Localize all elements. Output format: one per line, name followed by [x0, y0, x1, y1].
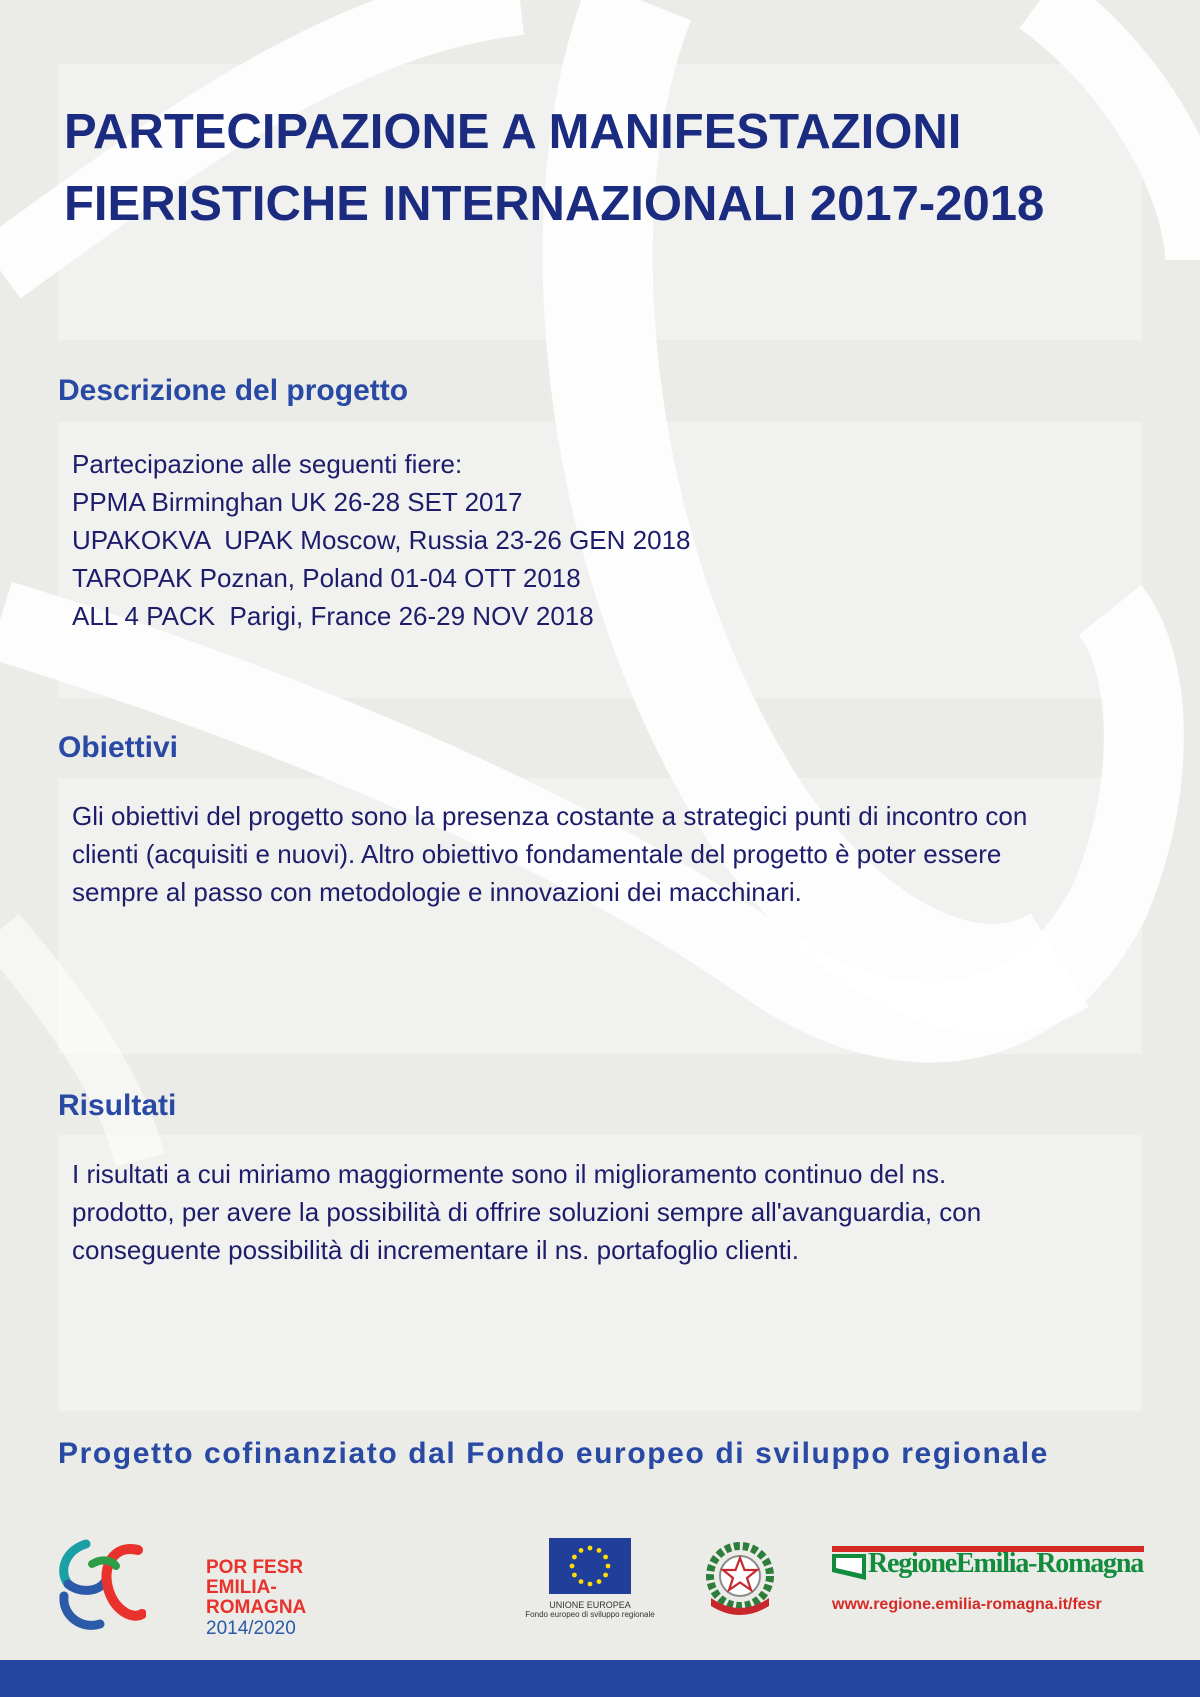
description-line: Partecipazione alle seguenti fiere:	[72, 449, 463, 479]
italian-republic-emblem-icon	[703, 1540, 777, 1620]
fair-item: UPAKOKVA UPAK Moscow, Russia 23-26 GEN 2018	[72, 525, 691, 555]
eu-caption-title: UNIONE EUROPEA	[549, 1600, 631, 1610]
objectives-line: clienti (acquisiti e nuovi). Altro obiettivo fondamentale del progetto è poter essere	[72, 839, 1002, 869]
bottom-bar	[0, 1660, 1200, 1697]
page-title	[64, 96, 1144, 240]
logo-row	[0, 1530, 1200, 1640]
results-heading: Risultati	[58, 1089, 177, 1122]
cofinanced-statement: Progetto cofinanziato dal Fondo europeo di sviluppo regionale	[58, 1437, 1049, 1470]
por-fesr-line3: 2014/2020	[206, 1618, 296, 1639]
regione-name: RegioneEmilia-Romagna	[868, 1548, 1144, 1579]
objectives-line: Gli obiettivi del progetto sono la presenza costante a strategici punti di incontro con	[72, 801, 1028, 831]
por-fesr-text	[206, 1558, 326, 1640]
eu-caption-fund: Fondo europeo di sviluppo regionale	[525, 1610, 655, 1619]
results-body	[72, 1155, 1142, 1269]
results-line: prodotto, per avere la possibilità di offrire soluzioni sempre all'avanguardia, con	[72, 1197, 982, 1227]
objectives-heading: Obiettivi	[58, 731, 179, 764]
eu-logo	[515, 1538, 665, 1619]
page-title-line1: PARTECIPAZIONE A MANIFESTAZIONI	[64, 105, 962, 159]
results-line: I risultati a cui miriamo maggiormente sono il miglioramento continuo del ns.	[72, 1159, 947, 1189]
description-heading: Descrizione del progetto	[58, 374, 409, 407]
objectives-line: sempre al passo con metodologie e innovazioni dei macchinari.	[72, 877, 802, 907]
objectives-body	[72, 797, 1142, 911]
fair-item: PPMA Birminghan UK 26-28 SET 2017	[72, 487, 523, 517]
results-line: conseguente possibilità di incrementare il ns. portafoglio clienti.	[72, 1235, 799, 1265]
page-title-line2: FIERISTICHE INTERNAZIONALI 2017-2018	[64, 177, 1045, 231]
regione-url[interactable]: www.regione.emilia-romagna.it/fesr	[832, 1596, 1102, 1613]
por-fesr-swirl-icon	[56, 1536, 146, 1632]
por-fesr-line2: EMILIA-ROMAGNA	[206, 1577, 307, 1618]
fair-item: TAROPAK Poznan, Poland 01-04 OTT 2018	[72, 563, 581, 593]
eu-flag-icon	[549, 1538, 631, 1594]
por-fesr-line1: POR FESR	[206, 1557, 304, 1578]
fair-item: ALL 4 PACK Parigi, France 26-29 NOV 2018	[72, 601, 594, 631]
description-body	[72, 445, 1142, 635]
por-fesr-logo	[56, 1536, 326, 1639]
